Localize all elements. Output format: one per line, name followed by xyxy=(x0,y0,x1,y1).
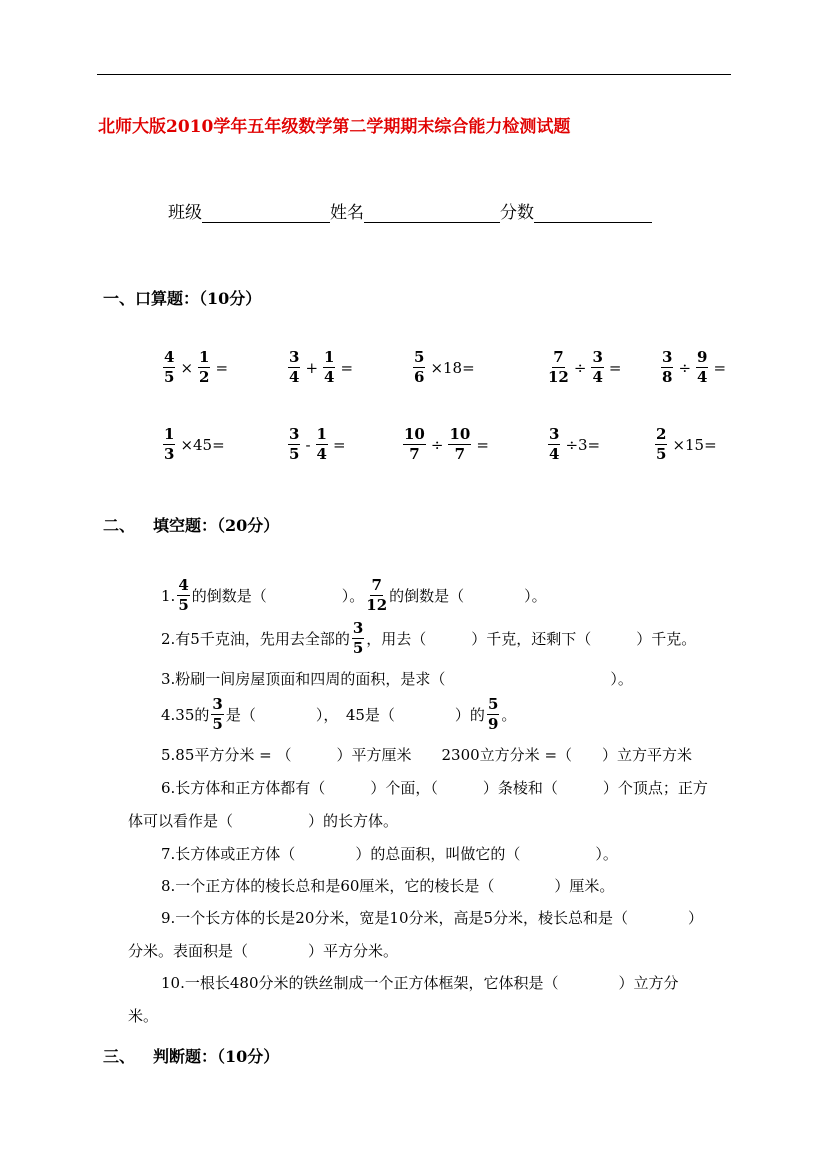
fraction-denominator: 4 xyxy=(592,368,603,386)
fraction-denominator: 4 xyxy=(697,368,708,386)
fraction-numerator: 1 xyxy=(164,425,175,443)
fraction xyxy=(316,427,328,462)
q2-fraction xyxy=(352,621,364,656)
question-6-line-2: 体可以看作是（ ）的长方体。 xyxy=(128,812,399,830)
fraction xyxy=(403,427,426,462)
fraction-denominator: 6 xyxy=(414,368,425,386)
section3-number: 三、 xyxy=(103,1047,136,1066)
top-rule xyxy=(97,74,731,75)
fraction xyxy=(163,350,175,385)
name-label: 姓名 xyxy=(330,203,364,223)
section2-heading xyxy=(103,513,279,536)
fraction-denominator: 4 xyxy=(549,445,560,463)
fraction-numerator: 3 xyxy=(592,348,603,366)
section3-heading xyxy=(103,1044,279,1067)
fraction xyxy=(661,350,673,385)
operator: + xyxy=(305,358,319,377)
fraction-numerator: 3 xyxy=(549,425,560,443)
fraction-numerator: 3 xyxy=(662,348,673,366)
fraction-denominator: 4 xyxy=(316,445,327,463)
fraction-numerator: 3 xyxy=(212,695,223,713)
mental-math-expression xyxy=(161,427,228,462)
fraction-numerator: 7 xyxy=(553,348,564,366)
section2-title: 填空题：（20分） xyxy=(153,516,280,535)
fraction-numerator: 3 xyxy=(352,619,364,637)
fraction-denominator: 5 xyxy=(212,715,223,733)
question-7: 7.长方体或正方体（ ）的总面积，叫做它的（ ）。 xyxy=(161,845,618,863)
expression-tail: = xyxy=(340,358,354,377)
fraction xyxy=(548,350,569,385)
fraction-denominator: 12 xyxy=(366,596,388,614)
fraction-numerator: 3 xyxy=(289,348,300,366)
question-10-line-1: 10.一根长480分米的铁丝制成一个正方体框架，它体积是（ ）立方分 xyxy=(161,974,679,992)
operator: ÷ xyxy=(573,358,587,377)
fraction-denominator: 7 xyxy=(409,445,420,463)
class-label: 班级 xyxy=(168,203,202,223)
q4-middle-text: 是（ ）， 45是（ ）的 xyxy=(225,706,485,724)
expression-tail: = xyxy=(608,358,622,377)
mental-math-expression xyxy=(411,350,478,385)
q4-fraction-2 xyxy=(487,697,499,732)
fraction-numerator: 5 xyxy=(487,695,499,713)
fraction-denominator: 3 xyxy=(164,445,175,463)
expression-tail: ×45= xyxy=(180,435,225,454)
q1-fraction-2 xyxy=(366,578,387,613)
expression-tail: = xyxy=(332,435,346,454)
fraction xyxy=(655,427,667,462)
mental-math-expression xyxy=(546,427,603,462)
question-2 xyxy=(161,621,696,656)
fraction-numerator: 1 xyxy=(199,348,210,366)
section3-title: 判断题：（10分） xyxy=(153,1047,280,1066)
mental-math-expression xyxy=(401,427,492,462)
mental-math-expression xyxy=(286,350,356,385)
class-blank[interactable] xyxy=(202,204,330,223)
mental-math-expression xyxy=(546,350,624,385)
fraction-numerator: 2 xyxy=(656,425,667,443)
fraction-numerator: 1 xyxy=(324,348,335,366)
q4-prefix: 4.35的 xyxy=(161,706,210,724)
expression-tail: ÷3= xyxy=(565,435,601,454)
mental-math-expression xyxy=(653,427,720,462)
q2-prefix: 2.有5千克油，先用去全部的 xyxy=(161,630,350,648)
expression-tail: = xyxy=(476,435,489,454)
name-blank[interactable] xyxy=(364,204,500,223)
operator: ÷ xyxy=(430,435,444,454)
section2-number: 二、 xyxy=(103,516,136,535)
question-1 xyxy=(161,578,547,613)
question-9-line-2: 分米。表面积是（ ）平方分米。 xyxy=(128,942,399,960)
fraction-denominator: 8 xyxy=(662,368,673,386)
fraction-denominator: 5 xyxy=(352,639,364,657)
expression-tail: = xyxy=(713,358,727,377)
expression-tail: ×18= xyxy=(430,358,475,377)
question-10-line-2: 米。 xyxy=(128,1007,159,1025)
fraction-numerator: 10 xyxy=(404,425,425,443)
score-blank[interactable] xyxy=(534,204,652,223)
fraction-denominator: 2 xyxy=(199,368,210,386)
fraction-numerator: 3 xyxy=(289,425,300,443)
fraction-numerator: 4 xyxy=(164,348,175,366)
question-6-line-1: 6.长方体和正方体都有（ ）个面，（ ）条棱和（ ）个顶点；正方 xyxy=(161,779,708,797)
fraction xyxy=(591,350,603,385)
fraction-numerator: 1 xyxy=(316,425,327,443)
mental-math-expression xyxy=(161,350,231,385)
fraction xyxy=(323,350,335,385)
score-label: 分数 xyxy=(500,203,534,223)
fraction xyxy=(163,427,175,462)
question-8: 8.一个正方体的棱长总和是60厘米，它的棱长是（ ）厘米。 xyxy=(161,877,615,895)
question-3: 3.粉刷一间房屋顶面和四周的面积，是求（ ）。 xyxy=(161,670,633,688)
operator: × xyxy=(180,358,194,377)
q4-fraction-1 xyxy=(211,697,223,732)
question-4 xyxy=(161,697,516,732)
student-info-line xyxy=(168,198,652,223)
q2-suffix: ，用去（ ）千克，还剩下（ ）千克。 xyxy=(366,630,697,648)
expression-tail: = xyxy=(215,358,229,377)
q4-suffix: 。 xyxy=(501,706,517,724)
fraction-denominator: 5 xyxy=(656,445,667,463)
q1-fraction-1 xyxy=(177,578,189,613)
fraction xyxy=(548,427,560,462)
operator: ÷ xyxy=(678,358,692,377)
fraction-denominator: 12 xyxy=(548,368,569,386)
fraction-numerator: 5 xyxy=(414,348,425,366)
fraction-numerator: 7 xyxy=(371,576,382,594)
fraction-denominator: 5 xyxy=(164,368,175,386)
fraction-denominator: 5 xyxy=(178,596,189,614)
expression-tail: ×15= xyxy=(672,435,717,454)
question-9-line-1: 9.一个长方体的长是20分米，宽是10分米，高是5分米，棱长总和是（ ） xyxy=(161,909,704,927)
fraction-denominator: 7 xyxy=(454,445,466,463)
q1-middle-text: 的倒数是（ ）。 xyxy=(191,587,365,605)
fraction-denominator: 4 xyxy=(324,368,335,386)
page-title: 北师大版2010学年五年级数学第二学期期末综合能力检测试题 xyxy=(98,117,571,137)
operator: - xyxy=(305,435,311,454)
fraction-numerator: 10 xyxy=(449,425,471,443)
q1-prefix: 1. xyxy=(161,586,176,605)
fraction-denominator: 9 xyxy=(487,715,499,733)
fraction xyxy=(448,427,471,462)
question-5: 5.85平方分米 = （ ）平方厘米 2300立方分米 =（ ）立方平方米 xyxy=(161,746,693,764)
section1-heading: 一、口算题：（10分） xyxy=(103,289,262,308)
mental-math-expression xyxy=(286,427,349,462)
fraction-denominator: 4 xyxy=(289,368,300,386)
fraction xyxy=(288,350,300,385)
fraction xyxy=(696,350,708,385)
fraction xyxy=(198,350,210,385)
fraction xyxy=(413,350,425,385)
q1-suffix: 的倒数是（ ）。 xyxy=(389,587,547,605)
fraction-numerator: 4 xyxy=(178,576,189,594)
fraction-denominator: 5 xyxy=(289,445,300,463)
fraction-numerator: 9 xyxy=(697,348,708,366)
fraction xyxy=(288,427,300,462)
mental-math-expression xyxy=(659,350,729,385)
